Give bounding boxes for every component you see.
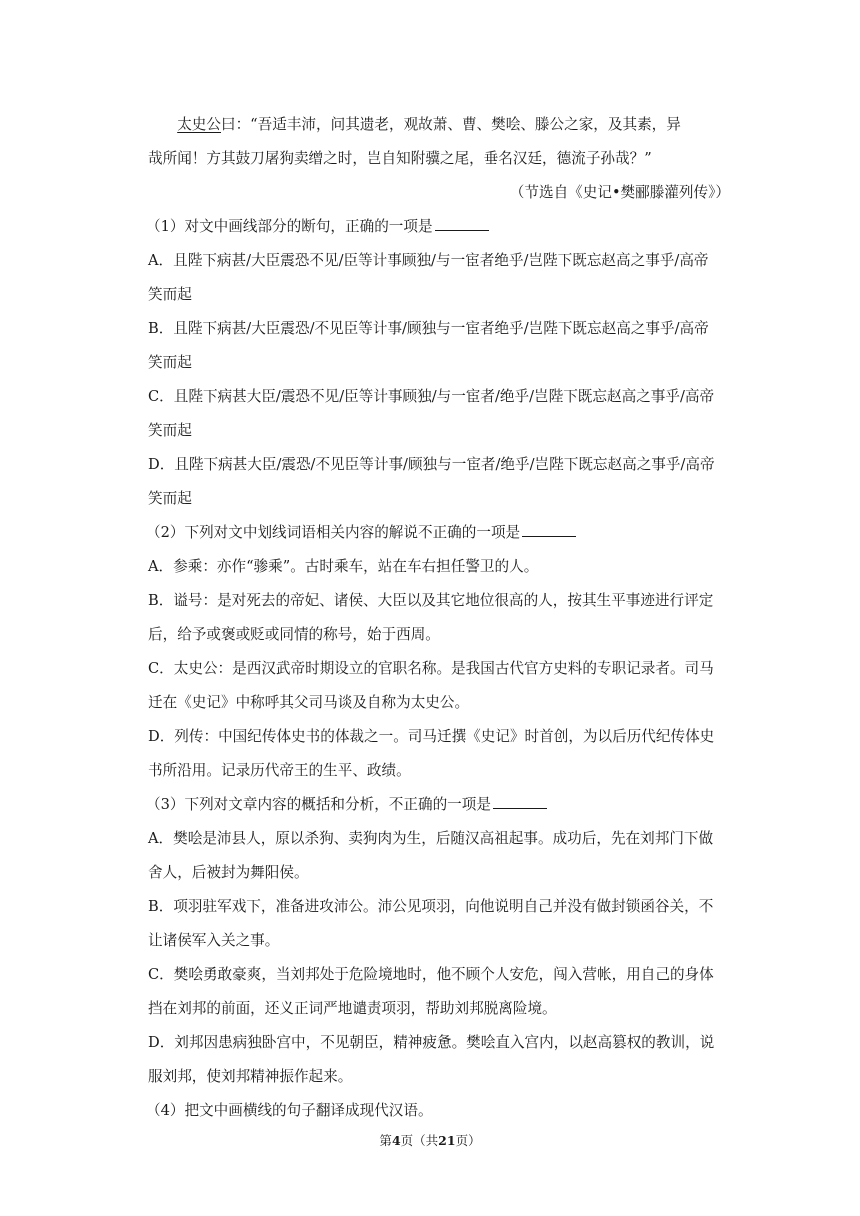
q1-option-c-line1: C．且陛下病甚大臣/震恐不见/臣等计事顾独/与一宦者/绝乎/岂陛下既忘赵高之事乎/高帝 — [148, 388, 715, 405]
q3-option-c-line2: 挡在刘邦的前面，还义正词严地谴责项羽，帮助刘邦脱离险境。 — [148, 1000, 557, 1017]
answer-blank — [435, 216, 489, 231]
underlined-term: 太史公 — [177, 116, 221, 133]
answer-blank — [493, 794, 547, 809]
question-3-stem: （3）下列对文章内容的概括和分析，不正确的一项是 — [146, 788, 730, 822]
q1-option-a-line1: A．且陛下病甚/大臣震恐不见/臣等计事顾独/与一宦者绝乎/岂陛下既忘赵高之事乎/高帝 — [148, 252, 709, 269]
passage-source: （节选自《史记•樊郦滕灌列传》） — [509, 184, 730, 201]
q3-option-a-line1: A．樊哙是沛县人，原以杀狗、卖狗肉为生，后随汉高祖起事。成功后，先在刘邦门下做 — [148, 830, 714, 847]
q2-option-b-line2: 后，给予或褒或贬或同情的称号，始于西周。 — [148, 626, 440, 643]
q1-option-d-line1: D．且陛下病甚大臣/震恐/不见臣等计事/顾独与一宦者/绝乎/岂陛下既忘赵高之事乎/高帝 — [148, 456, 715, 473]
q2-option-c-line1: C．太史公：是西汉武帝时期设立的官职名称。是我国古代官方史料的专职记录者。司马 — [148, 660, 714, 677]
q3-option-d-line2: 服刘邦，使刘邦精神振作起来。 — [148, 1068, 353, 1085]
q2-option-d-line2: 书所沿用。记录历代帝王的生平、政绩。 — [148, 762, 411, 779]
q2-option-c-line2: 迁在《史记》中称呼其父司马谈及自称为太史公。 — [148, 694, 470, 711]
q1-option-b-line1: B．且陛下病甚/大臣震恐/不见臣等计事/顾独与一宦者绝乎/岂陛下既忘赵高之事乎/高帝 — [148, 320, 709, 337]
q1-option-b-line2: 笑而起 — [148, 354, 192, 371]
document-body — [148, 108, 730, 1128]
q3-option-d-line1: D．刘邦因患病独卧宫中，不见朝臣，精神疲惫。樊哙直入宫内，以赵高篡权的教训，说 — [148, 1034, 715, 1051]
q3-option-a-line2: 舍人，后被封为舞阳侯。 — [148, 864, 309, 881]
q3-option-b-line2: 让诸侯军入关之事。 — [148, 932, 280, 949]
q3-option-b-line1: B．项羽驻军戏下，准备进攻沛公。沛公见项羽，向他说明自己并没有做封锁函谷关，不 — [148, 898, 714, 915]
q1-option-d-line2: 笑而起 — [148, 490, 192, 507]
question-4-stem: （4）把文中画横线的句子翻译成现代汉语。 — [146, 1102, 433, 1119]
passage-line-2: 哉所闻！方其鼓刀屠狗卖缯之时，岂自知附骥之尾，垂名汉廷，德流子孙哉？” — [148, 150, 652, 167]
q3-option-c-line1: C．樊哙勇敢豪爽，当刘邦处于危险境地时，他不顾个人安危，闯入营帐，用自己的身体 — [148, 966, 714, 983]
q1-option-c-line2: 笑而起 — [148, 422, 192, 439]
question-1-stem: （1）对文中画线部分的断句，正确的一项是 — [146, 210, 730, 244]
question-2-stem: （2）下列对文中划线词语相关内容的解说不正确的一项是 — [146, 516, 730, 550]
total-page-count: 21 — [438, 1133, 456, 1148]
q2-option-d-line1: D．列传：中国纪传体史书的体裁之一。司马迁撰《史记》时首创，为以后历代纪传体史 — [148, 728, 715, 745]
q2-option-a-line1: A．参乘：亦作“骖乘”。古时乘车，站在车右担任警卫的人。 — [148, 558, 539, 575]
current-page-number: 4 — [391, 1133, 401, 1148]
page-footer: 第4页（共21页） — [379, 1133, 481, 1148]
answer-blank — [522, 522, 576, 537]
q2-option-b-line1: B．谥号：是对死去的帝妃、诸侯、大臣以及其它地位很高的人，按其生平事迹进行评定 — [148, 592, 714, 609]
passage-line-1: 太史公曰：“吾适丰沛，问其遗老，观故萧、曹、樊哙、滕公之家，及其素，异 — [177, 116, 681, 133]
q1-option-a-line2: 笑而起 — [148, 286, 192, 303]
